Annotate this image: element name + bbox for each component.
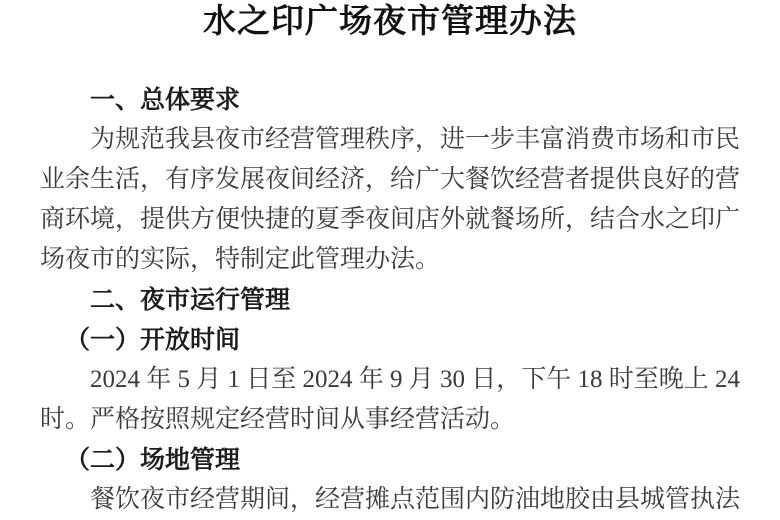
document-title: 水之印广场夜市管理办法 — [203, 4, 577, 40]
section-heading-general-requirements: 一、总体要求 — [90, 86, 241, 114]
paragraph-opening-hours: 2024 年 5 月 1 日至 2024 年 9 月 30 日，下午 18 时至晚上 24 时。严格按照规定经营时间从事经营活动。 — [40, 366, 741, 433]
paragraph-site-management: 餐饮夜市经营期间，经营摊点范围内防油地胶由县城管执法 — [90, 486, 741, 513]
paragraph-general-requirements: 为规范我县夜市经营管理秩序，进一步丰富消费市场和市民业余生活，有序发展夜间经济，给广大餐饮经营者提供良好的营商环境，提供方便快捷的夏季夜间店外就餐场所，结合水之印广场夜市的实际，特制定此管理办法。 — [40, 126, 741, 273]
section-heading-operation-management: 二、夜市运行管理 — [90, 286, 291, 314]
subsection-heading-site-management: （二）场地管理 — [65, 446, 241, 474]
subsection-heading-opening-hours: （一）开放时间 — [65, 326, 241, 354]
